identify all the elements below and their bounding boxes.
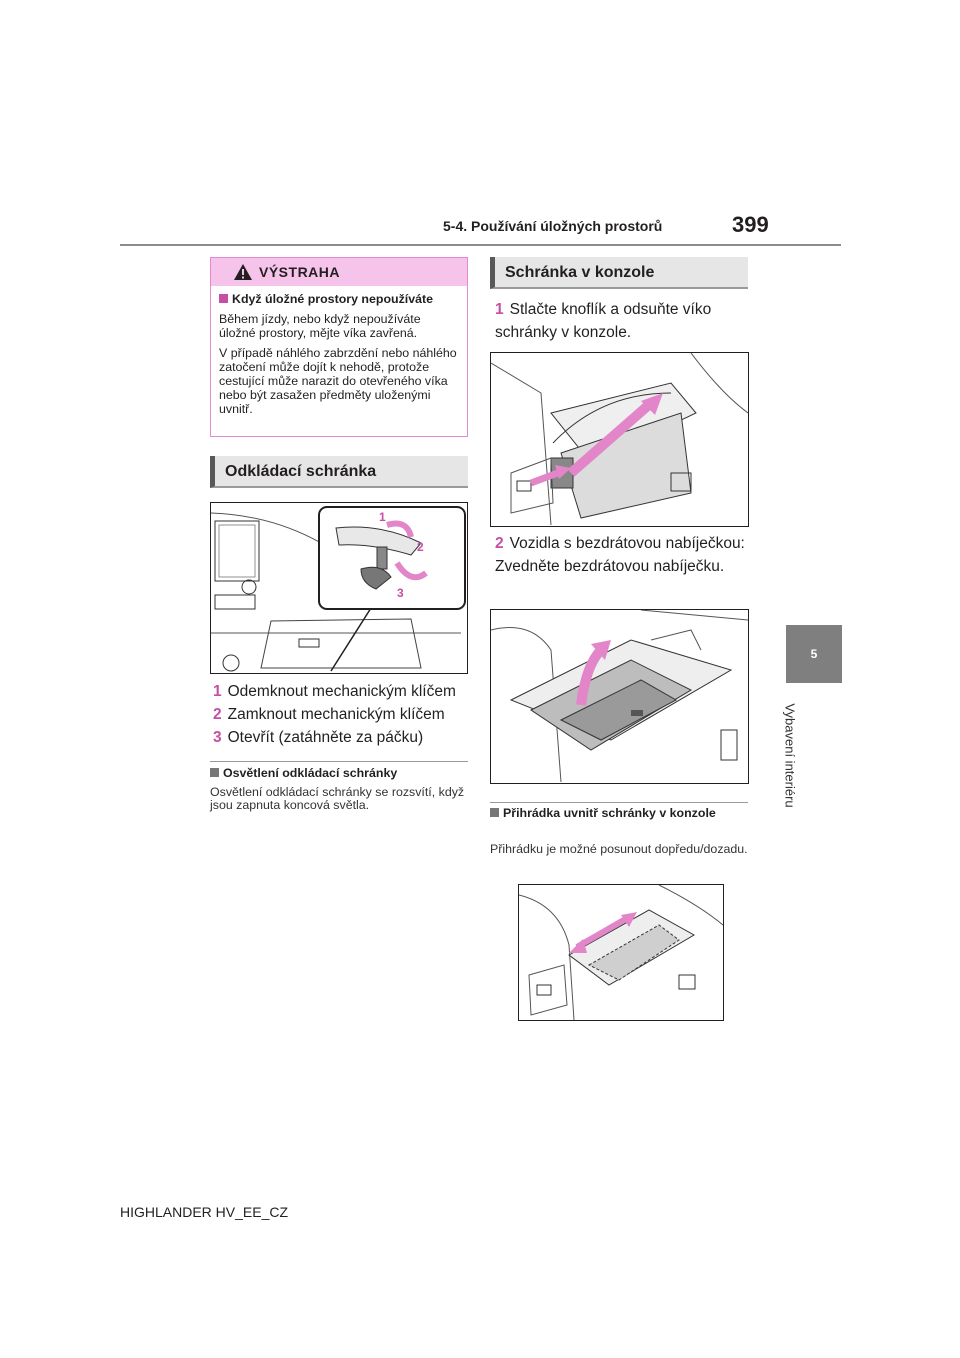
page-number: 399 xyxy=(732,212,769,237)
warning-title: VÝSTRAHA xyxy=(259,264,341,280)
light-subheading: Osvětlení odkládací schránky xyxy=(223,766,398,780)
tray-subheading: Přihrádka uvnitř schránky v konzole xyxy=(503,806,716,820)
step-item: 3 Otevřít (zatáhněte za páčku) xyxy=(213,729,424,746)
console-lid-illustration xyxy=(490,352,749,527)
square-bullet-icon xyxy=(219,294,228,303)
callout-1: 1 xyxy=(379,510,386,524)
console-lid-drawing xyxy=(491,353,748,526)
console-heading: Schránka v konzole xyxy=(490,257,748,289)
chapter-title: Vybavení interiéru xyxy=(782,703,798,808)
step-item: 2 Zamknout mechanickým klíčem xyxy=(213,706,445,723)
square-bullet-icon xyxy=(210,768,219,777)
warning-body xyxy=(211,286,467,428)
square-bullet-icon xyxy=(490,808,499,817)
warning-triangle-icon xyxy=(233,263,253,281)
callout-2: 2 xyxy=(417,540,424,554)
chapter-tab: 5 xyxy=(786,625,842,683)
tray-illustration xyxy=(518,884,724,1021)
header-rule xyxy=(120,244,841,246)
wireless-charger-illustration xyxy=(490,609,749,784)
tray-drawing xyxy=(519,885,723,1020)
glovebox-illustration xyxy=(210,502,468,674)
warning-paragraph: V případě náhlého zabrzdění nebo náhlého zatočení může dojít k nehodě, protože cestující může narazit do otevřeného víka nebo být zasažen předměty uloženými uvnitř. xyxy=(219,346,457,416)
glovebox-steps xyxy=(213,680,471,749)
tray-description: Přihrádku je možné posunout dopředu/dozadu. xyxy=(490,842,748,856)
chapter-side-label xyxy=(778,694,800,824)
section-title: 5-4. Používání úložných prostorů xyxy=(443,218,663,234)
tray-subheading-row xyxy=(490,807,748,820)
section-divider xyxy=(490,802,748,803)
wireless-charger-drawing xyxy=(491,610,748,783)
console-step-1: 1 Stlačte knoflík a odsuňte víko schránky v konzole. xyxy=(495,301,712,341)
console-step-2: 2 Vozidla s bezdrátovou nabíječkou: Zvedněte bezdrátovou nabíječku. xyxy=(495,535,745,575)
warning-subheading-row xyxy=(219,292,459,306)
section-divider xyxy=(210,761,468,762)
glovebox-drawing xyxy=(211,503,467,673)
warning-subheading: Když úložné prostory nepoužíváte xyxy=(232,292,434,306)
warning-box xyxy=(210,257,468,437)
warning-header xyxy=(211,258,467,286)
callout-3: 3 xyxy=(397,586,404,600)
light-subheading-row xyxy=(210,767,468,780)
step-item: 1 Odemknout mechanickým klíčem xyxy=(213,683,456,700)
light-description: Osvětlení odkládací schránky se rozsvítí, když jsou zapnuta koncová světla. xyxy=(210,785,465,812)
warning-paragraph: Během jízdy, nebo když nepoužíváte úložné prostory, mějte víka zavřená. xyxy=(219,312,421,340)
glovebox-heading: Odkládací schránka xyxy=(210,456,468,488)
footer-model-code: HIGHLANDER HV_EE_CZ xyxy=(120,1204,289,1220)
